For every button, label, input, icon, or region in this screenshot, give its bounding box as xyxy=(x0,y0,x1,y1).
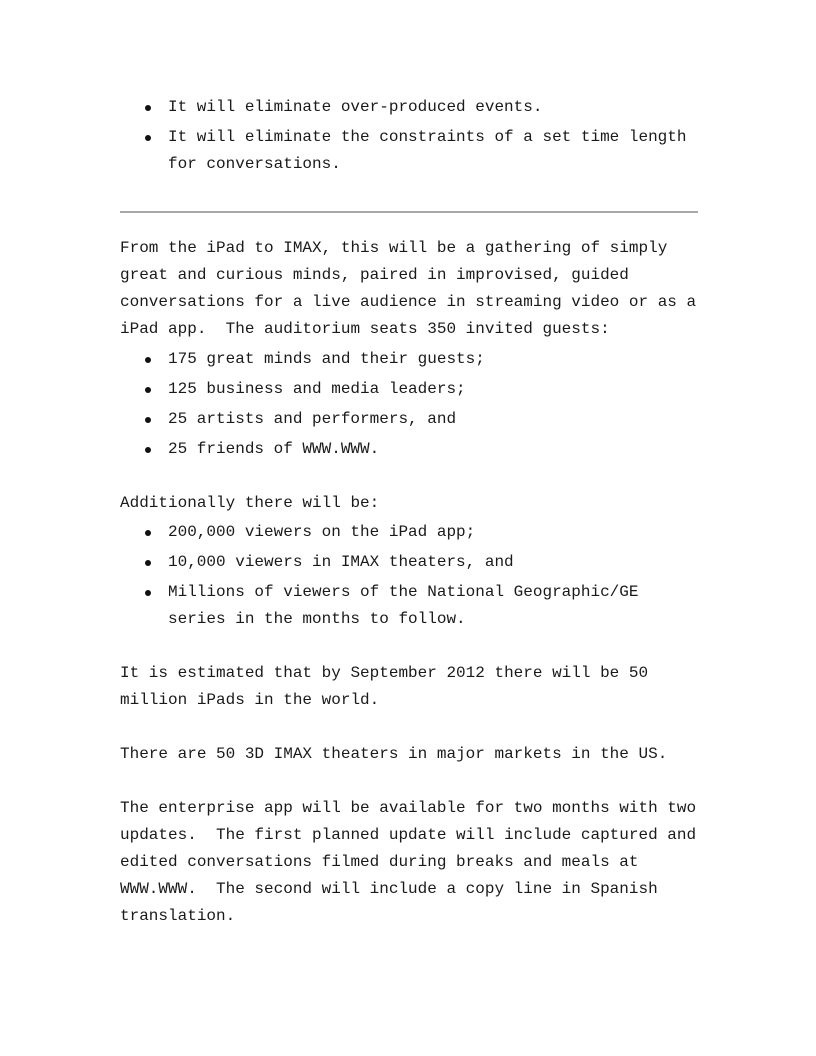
additional-intro: Additionally there will be: xyxy=(120,494,380,512)
intro-paragraph: From the iPad to IMAX, this will be a gathering of simply great and curious minds, paired in improvised, guided conversations for a live audience in streaming video or as a iPad app. The auditorium seats 350 invited guests: xyxy=(120,239,706,338)
imax-count-paragraph: There are 50 3D IMAX theaters in major markets in the US. xyxy=(120,745,668,763)
list-item: 10,000 viewers in IMAX theaters, and xyxy=(120,549,700,576)
list-item: 25 friends of WWW.WWW. xyxy=(120,436,700,463)
list-item: 25 artists and performers, and xyxy=(120,406,700,433)
enterprise-app-paragraph: The enterprise app will be available for two months with two updates. The first planned update will include captured and edited conversations filmed during breaks and meals at WWW.WWW. The second will include a copy line in Spanish translation. xyxy=(120,799,706,925)
list-item: 200,000 viewers on the iPad app; xyxy=(120,519,700,546)
list-item: 125 business and media leaders; xyxy=(120,376,700,403)
guests-bullet-list xyxy=(120,346,700,463)
horizontal-divider xyxy=(120,211,698,213)
list-item: It will eliminate over-produced events. xyxy=(120,94,700,121)
list-item: 175 great minds and their guests; xyxy=(120,346,700,373)
list-item: It will eliminate the constraints of a set time length for conversations. xyxy=(120,124,700,178)
top-bullet-list xyxy=(120,94,700,178)
document-page xyxy=(120,94,706,930)
list-item: Millions of viewers of the National Geographic/GE series in the months to follow. xyxy=(120,579,700,633)
viewers-bullet-list xyxy=(120,519,700,633)
ipad-estimate-paragraph: It is estimated that by September 2012 there will be 50 million iPads in the world. xyxy=(120,664,649,709)
